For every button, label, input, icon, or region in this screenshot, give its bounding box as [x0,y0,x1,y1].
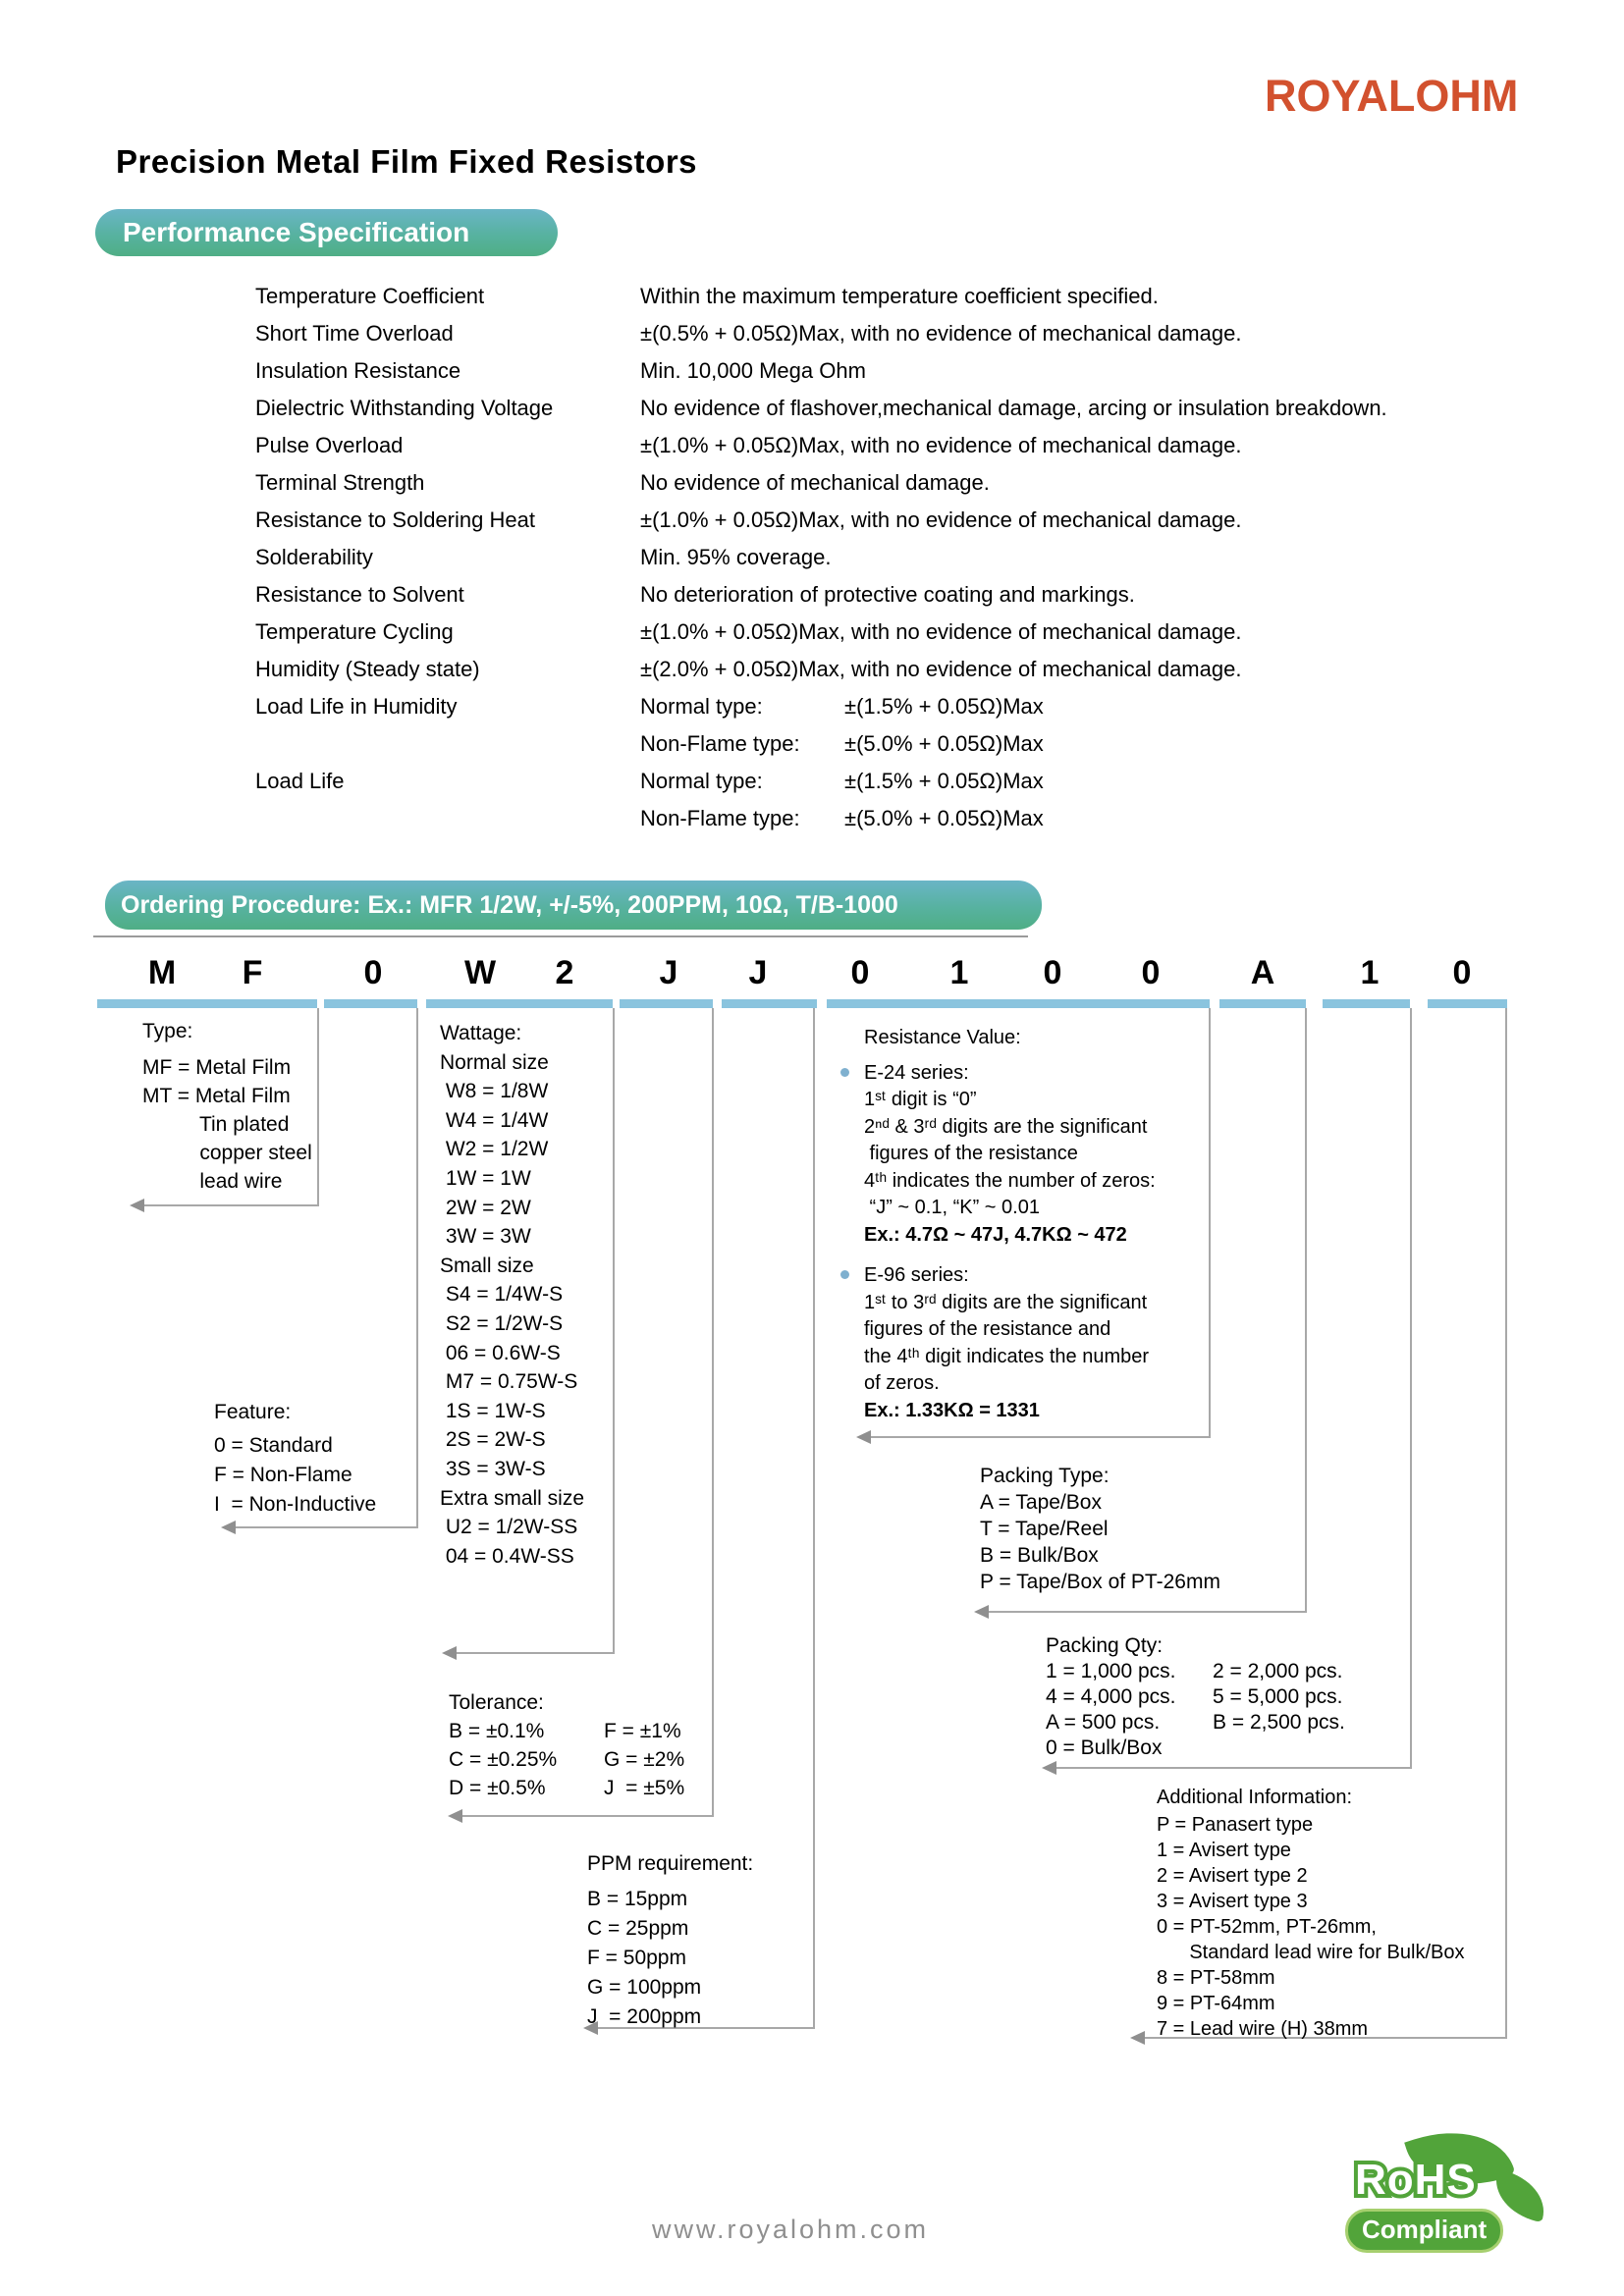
spec-row: Temperature Coefficient Within the maximum temperature coefficient specified. [255,284,1159,308]
spec-row: Dielectric Withstanding Voltage No evidence of flashover,mechanical damage, arcing or insulation breakdown. [255,396,1387,420]
left-arrow-icon [1130,2031,1145,2045]
ppm-option: F = 50ppm [587,1947,686,1969]
ordering-section-heading: Ordering Procedure: Ex.: MFR 1/2W, +/-5%, 200PPM, 10Ω, T/B-1000 [121,890,898,919]
performance-spec-table [255,278,1571,837]
tolerance-legend-box [449,1688,684,1802]
wattage-option: 1W = 1W [440,1166,531,1190]
wattage-option: Small size [440,1254,534,1277]
connector-line-wattage [613,1008,615,1654]
e96-series-line: figures of the resistance and [864,1318,1111,1340]
performance-section-heading: Performance Specification [123,217,470,247]
tolerance-option-row: D = ±0.5% J = ±5% [449,1777,685,1799]
wattage-legend-title: Wattage: [440,1022,522,1044]
code-underline-bar [426,999,613,1008]
tolerance-legend-title: Tolerance: [449,1691,544,1714]
packing-type-legend-box [980,1463,1220,1595]
type-legend-box [142,1017,312,1196]
e96-series-line: 1ˢᵗ to 3ʳᵈ digits are the significant [864,1291,1148,1313]
e96-series-line: the 4ᵗʰ digit indicates the number [864,1345,1150,1367]
e24-series-example: Ex.: 4.7Ω ~ 47J, 4.7KΩ ~ 472 [864,1223,1127,1246]
bullet-icon [840,1270,849,1279]
additional-info-option: Standard lead wire for Bulk/Box [1157,1942,1465,1963]
spec-row: Insulation Resistance Min. 10,000 Mega Ohm [255,358,866,383]
additional-info-option: 8 = PT-58mm [1157,1967,1275,1989]
website-url: www.royalohm.com [651,2215,930,2244]
packing-qty-option-row: 1 = 1,000 pcs. 2 = 2,000 pcs. [1046,1660,1343,1682]
ppm-option: J = 200ppm [587,2005,702,2028]
resistance-legend-title: Resistance Value: [864,1027,1021,1048]
e24-series-title: E-24 series: [864,1061,969,1084]
ppm-option: C = 25ppm [587,1917,689,1940]
rohs-compliant-badge: Compliant [1345,2209,1503,2253]
wattage-option: W4 = 1/4W [440,1108,549,1132]
wattage-option: Extra small size [440,1486,585,1510]
e96-series-title: E-96 series: [864,1264,969,1286]
wattage-option: 1S = 1W-S [440,1399,546,1422]
code-letter: 0 [850,954,870,991]
left-arrow-icon [130,1199,144,1212]
additional-info-option: 9 = PT-64mm [1157,1993,1275,2014]
e24-series-line: figures of the resistance [864,1143,1078,1164]
e24-series-line: “J” ~ 0.1, “K” ~ 0.01 [864,1197,1040,1218]
ppm-legend-box [587,1849,753,2032]
left-arrow-icon [1042,1761,1056,1775]
e24-series-line: 4ᵗʰ indicates the number of zeros: [864,1169,1156,1192]
spec-row: Pulse Overload ±(1.0% + 0.05Ω)Max, with no evidence of mechanical damage. [255,433,1242,457]
wattage-option: U2 = 1/2W-SS [440,1516,578,1539]
feature-legend-title: Feature: [214,1401,292,1423]
divider-line [93,935,1028,937]
code-letter: 2 [555,954,574,991]
connector-line-packing-type [1305,1008,1307,1613]
ppm-legend-title: PPM requirement: [587,1852,754,1875]
type-legend-title: Type: [142,1020,193,1042]
packing-qty-option-row: 0 = Bulk/Box [1046,1736,1163,1759]
spec-row: Non-Flame type: ±(5.0% + 0.05Ω)Max [640,806,1044,830]
code-letter: A [1250,954,1275,991]
spec-row: Solderability Min. 95% coverage. [255,545,832,569]
bullet-icon [840,1068,849,1077]
code-underline-bar [827,999,1210,1008]
spec-row: Terminal Strength No evidence of mechanical damage. [255,470,990,495]
type-option: Tin plated [142,1113,290,1136]
e96-series-example: Ex.: 1.33KΩ = 1331 [864,1399,1040,1421]
additional-info-option: 0 = PT-52mm, PT-26mm, [1157,1916,1377,1938]
wattage-legend-box [440,1019,584,1571]
code-letter: 0 [363,954,383,991]
code-letter: 1 [1360,954,1380,991]
spec-row: Short Time Overload ±(0.5% + 0.05Ω)Max, with no evidence of mechanical damage. [255,321,1242,346]
code-underline-bar [1219,999,1306,1008]
left-arrow-icon [442,1646,457,1660]
packing-type-option: T = Tape/Reel [980,1518,1109,1540]
additional-info-option: P = Panasert type [1157,1814,1314,1836]
spec-row: Load Life Normal type: ±(1.5% + 0.05Ω)Max [255,769,1044,793]
spec-row: Temperature Cycling ±(1.0% + 0.05Ω)Max, with no evidence of mechanical damage. [255,619,1242,644]
e24-series-group [864,1060,1218,1250]
additional-info-option: 7 = Lead wire (H) 38mm [1157,2018,1369,2040]
code-letter: 0 [1043,954,1062,991]
wattage-option: 3W = 3W [440,1225,531,1249]
connector-line-ppm [813,1008,815,2029]
left-arrow-icon [856,1430,871,1444]
feature-option: 0 = Standard [214,1434,333,1457]
wattage-option: 3S = 3W-S [440,1457,546,1480]
rohs-logo-text: RoHS [1355,2156,1477,2204]
wattage-option: 04 = 0.4W-SS [440,1544,574,1568]
packing-qty-option-row: 4 = 4,000 pcs. 5 = 5,000 pcs. [1046,1685,1343,1708]
feature-option: F = Non-Flame [214,1464,352,1486]
type-option: MT = Metal Film [142,1085,291,1107]
type-option: lead wire [142,1170,283,1193]
ppm-option: B = 15ppm [587,1888,688,1910]
additional-info-legend-box [1157,1785,1465,2042]
connector-line-type [143,1204,319,1206]
resistance-legend-box [864,1025,1218,1424]
tolerance-option-row: B = ±0.1% F = ±1% [449,1720,681,1742]
rohs-compliant-logo [1333,2118,1549,2266]
packing-type-option: B = Bulk/Box [980,1544,1099,1567]
e24-series-line: 2ⁿᵈ & 3ʳᵈ digits are the significant [864,1115,1148,1138]
feature-option: I = Non-Inductive [214,1493,377,1516]
wattage-option: S2 = 1/2W-S [440,1311,564,1335]
spec-row: Non-Flame type: ±(5.0% + 0.05Ω)Max [640,731,1044,756]
additional-info-legend-title: Additional Information: [1157,1787,1353,1808]
connector-line-feature [416,1008,418,1528]
packing-type-legend-title: Packing Type: [980,1465,1110,1487]
additional-info-option: 2 = Avisert type 2 [1157,1865,1308,1887]
connector-line-packing-qty [1410,1008,1412,1769]
left-arrow-icon [448,1809,462,1823]
e24-series-line: 1ˢᵗ digit is “0” [864,1089,977,1110]
connector-line-packing-type [988,1611,1307,1613]
connector-line-type [317,1008,319,1205]
packing-type-option: A = Tape/Box [980,1491,1102,1514]
code-letter: 0 [1452,954,1472,991]
spec-row: Load Life in Humidity Normal type: ±(1.5% + 0.05Ω)Max [255,694,1044,719]
wattage-option: 06 = 0.6W-S [440,1341,561,1364]
connector-line-tolerance [461,1815,714,1817]
brand-logo: ROYALOHM [1265,71,1519,121]
wattage-option: M7 = 0.75W-S [440,1370,578,1394]
code-letter: 1 [949,954,969,991]
spec-row: Resistance to Solvent No deterioration of protective coating and markings. [255,582,1135,607]
connector-line-packing-qty [1056,1767,1412,1769]
connector-line-wattage [456,1652,615,1654]
leaf-icon [1489,2169,1551,2222]
feature-legend-box [214,1398,376,1520]
code-underline-bar [722,999,817,1008]
ordering-section-banner [105,881,1042,930]
packing-qty-legend-box [1046,1633,1345,1761]
wattage-option: S4 = 1/4W-S [440,1283,564,1307]
code-letter: 0 [1141,954,1161,991]
type-option: copper steel [142,1142,312,1164]
spec-row: Resistance to Soldering Heat ±(1.0% + 0.05Ω)Max, with no evidence of mechanical damage. [255,507,1242,532]
code-letter: J [748,954,768,991]
e96-series-group [864,1262,1218,1424]
wattage-option: W8 = 1/8W [440,1080,549,1103]
wattage-option: 2W = 2W [440,1196,531,1219]
packing-qty-option-row: A = 500 pcs. B = 2,500 pcs. [1046,1711,1345,1734]
left-arrow-icon [221,1521,236,1534]
code-underline-bar [1428,999,1507,1008]
code-underline-bar [620,999,713,1008]
code-underline-bar [324,999,417,1008]
performance-section-banner [95,209,558,256]
wattage-option: W2 = 1/2W [440,1138,549,1161]
code-underline-bar [1323,999,1410,1008]
code-letter: F [242,954,263,991]
packing-type-option: P = Tape/Box of PT-26mm [980,1571,1220,1593]
code-letter: M [147,954,177,991]
code-letter: W [463,954,497,991]
connector-line-resistance [870,1436,1211,1438]
code-underline-bar [97,999,317,1008]
code-letter: J [659,954,678,991]
tolerance-option-row: C = ±0.25% G = ±2% [449,1748,685,1771]
e96-series-line: of zeros. [864,1372,940,1394]
type-option: MF = Metal Film [142,1056,292,1079]
ppm-option: G = 100ppm [587,1976,702,1999]
connector-line-tolerance [712,1008,714,1817]
spec-row: Humidity (Steady state) ±(2.0% + 0.05Ω)Max, with no evidence of mechanical damage. [255,657,1242,681]
additional-info-option: 3 = Avisert type 3 [1157,1891,1308,1912]
additional-info-option: 1 = Avisert type [1157,1840,1291,1861]
left-arrow-icon [974,1605,989,1619]
connector-line-additional [1505,1008,1507,2039]
packing-qty-legend-title: Packing Qty: [1046,1634,1164,1657]
page-title: Precision Metal Film Fixed Resistors [116,143,698,180]
wattage-option: 2S = 2W-S [440,1428,546,1452]
connector-line-feature [235,1526,418,1528]
wattage-option: Normal size [440,1050,549,1074]
